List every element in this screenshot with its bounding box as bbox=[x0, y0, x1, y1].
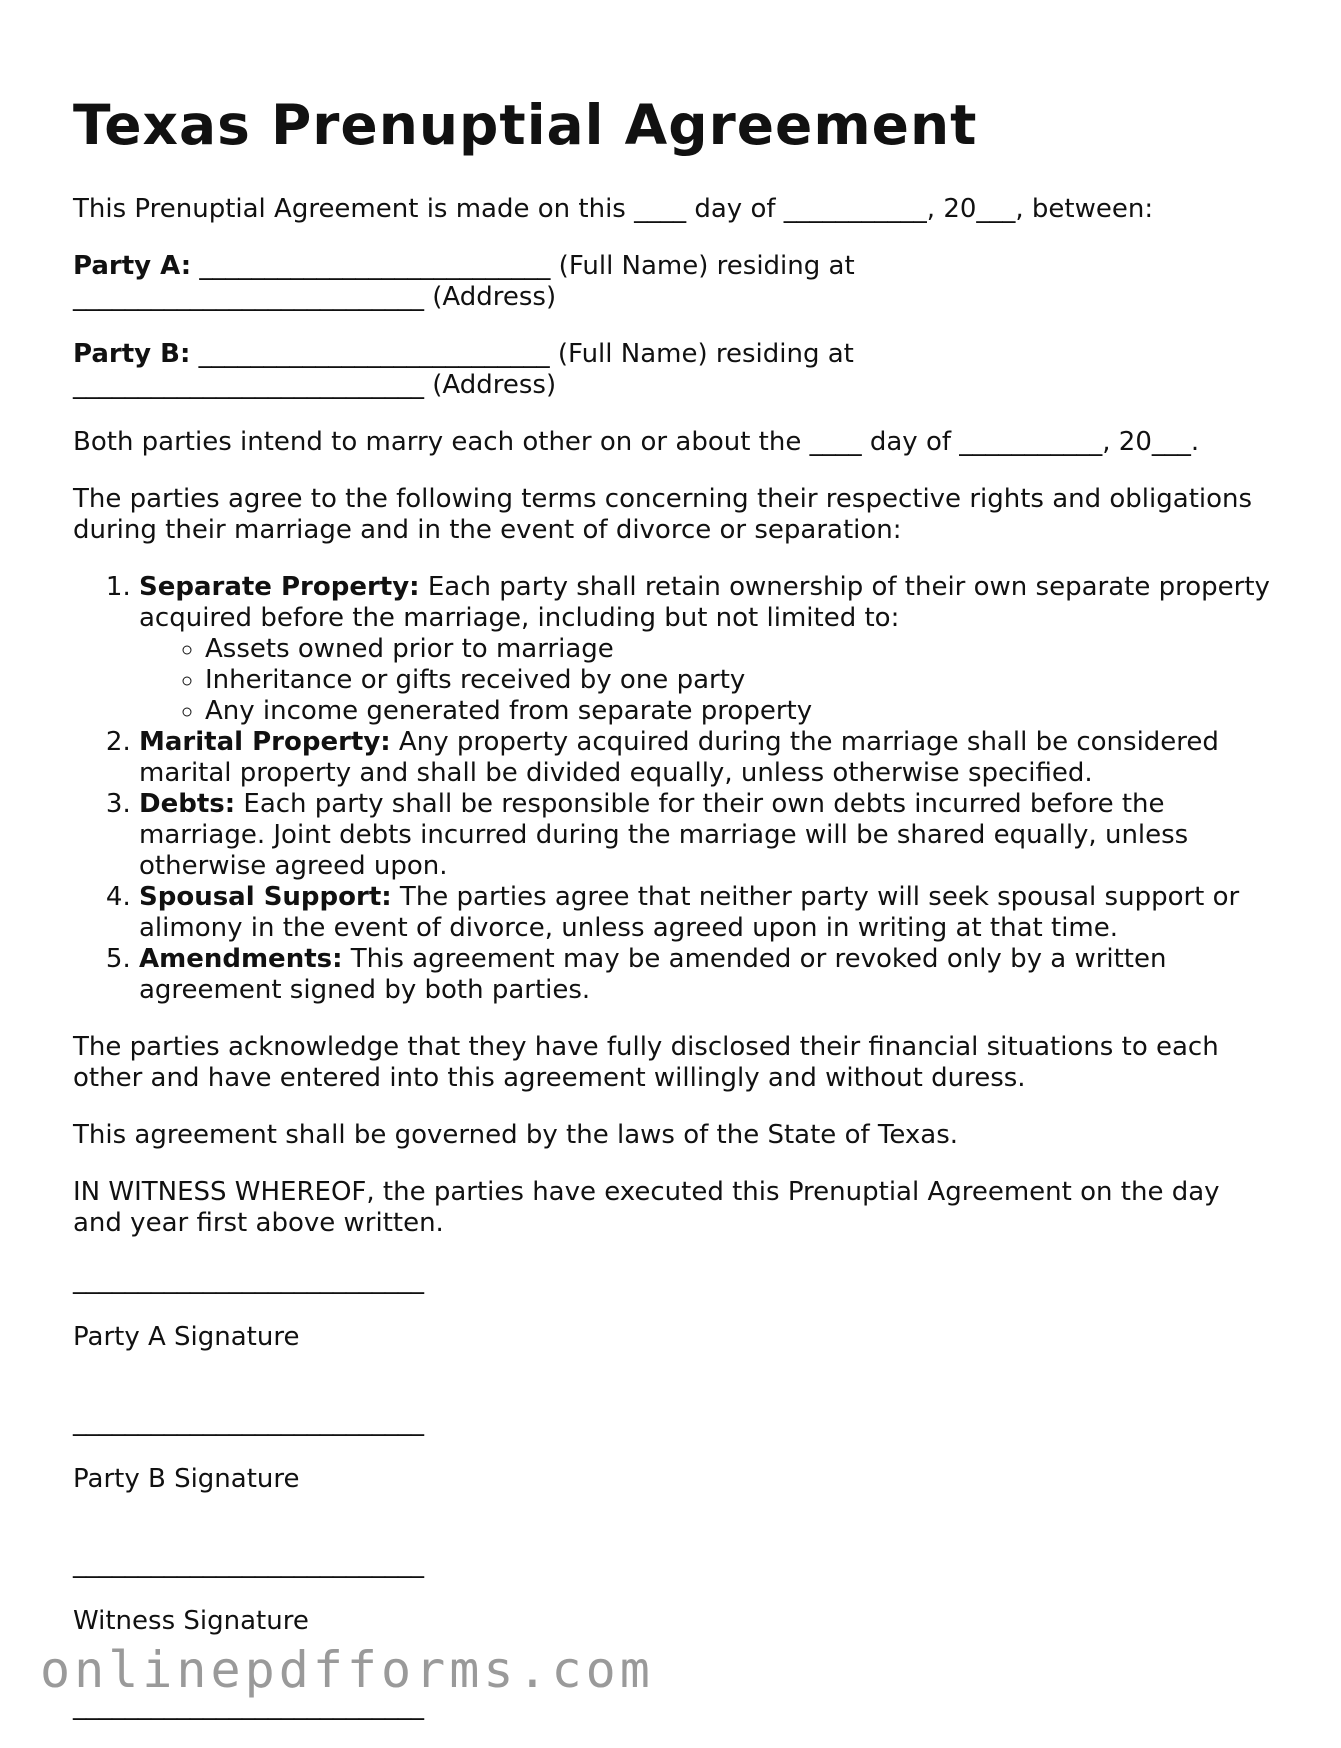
term-text: Each party shall retain ownership of their own separate property acquired before the marriage, including but not limited to: bbox=[139, 572, 1270, 633]
document-page bbox=[73, 92, 1273, 1748]
document-title: Texas Prenuptial Agreement bbox=[73, 93, 978, 157]
party-b-name-line: ___________________________ (Full Name) residing at bbox=[190, 339, 854, 369]
term-text: Any property acquired during the marriage shall be considered marital property and shall be divided equally, unless otherwise specified. bbox=[139, 727, 1219, 788]
terms-list bbox=[73, 572, 1273, 1006]
marriage-intent-paragraph: Both parties intend to marry each other on or about the ____ day of ___________, 20___. bbox=[73, 427, 1200, 457]
party-a-label: Party A: bbox=[73, 251, 192, 281]
party-a-block bbox=[73, 251, 1273, 313]
term-heading: Separate Property: bbox=[139, 572, 420, 602]
party-b-block bbox=[73, 339, 1273, 401]
sublist-item: ◦ Assets owned prior to marriage bbox=[205, 634, 1273, 665]
witness-signature-label: Witness Signature bbox=[73, 1606, 309, 1636]
terms-intro-paragraph: The parties agree to the following terms concerning their respective rights and obligations during their marriage and in the event of divorce or separation: bbox=[73, 484, 1253, 545]
extra-signature-line[interactable]: ___________________________ bbox=[73, 1691, 424, 1721]
term-item bbox=[139, 572, 1273, 727]
witness-signature-line[interactable]: ___________________________ bbox=[73, 1549, 424, 1579]
party-b-label: Party B: bbox=[73, 339, 191, 369]
governing-law-paragraph: This agreement shall be governed by the laws of the State of Texas. bbox=[73, 1120, 959, 1150]
term-item bbox=[139, 727, 1273, 789]
witness-clause-paragraph: IN WITNESS WHEREOF, the parties have executed this Prenuptial Agreement on the day and year first above written. bbox=[73, 1177, 1220, 1238]
term-text: Each party shall be responsible for their own debts incurred before the marriage. Joint debts incurred during the marriage will be shared equally, unless otherwise agreed upon. bbox=[139, 789, 1189, 881]
party-b-signature-line[interactable]: ___________________________ bbox=[73, 1407, 424, 1437]
sublist-item: ◦ Inheritance or gifts received by one party bbox=[205, 665, 1273, 696]
term-heading: Spousal Support: bbox=[139, 882, 392, 912]
term-text: The parties agree that neither party will seek spousal support or alimony in the event of divorce, unless agreed upon in writing at that time. bbox=[139, 882, 1240, 943]
party-a-name-line: ___________________________ (Full Name) residing at bbox=[191, 251, 855, 281]
watermark: onlinepdfforms.com bbox=[40, 1641, 654, 1699]
party-b-signature-label: Party B Signature bbox=[73, 1464, 300, 1494]
term-item bbox=[139, 944, 1273, 1006]
term-item bbox=[139, 882, 1273, 944]
sublist-item: ◦ Any income generated from separate property bbox=[205, 696, 1273, 727]
disclosure-paragraph: The parties acknowledge that they have fully disclosed their financial situations to each other and have entered into this agreement willingly and without duress. bbox=[73, 1032, 1219, 1093]
party-a-signature-label: Party A Signature bbox=[73, 1322, 300, 1352]
separate-property-sublist bbox=[139, 634, 1273, 727]
party-a-signature-line[interactable]: ___________________________ bbox=[73, 1265, 424, 1295]
party-b-address-line: ___________________________ (Address) bbox=[73, 370, 557, 400]
term-heading: Marital Property: bbox=[139, 727, 391, 757]
term-heading: Amendments: bbox=[139, 944, 343, 974]
intro-paragraph: This Prenuptial Agreement is made on this ____ day of ___________, 20___, between: bbox=[73, 194, 1154, 224]
term-item bbox=[139, 789, 1273, 882]
term-heading: Debts: bbox=[139, 789, 236, 819]
party-a-address-line: ___________________________ (Address) bbox=[73, 282, 557, 312]
term-text: This agreement may be amended or revoked only by a written agreement signed by both parties. bbox=[139, 944, 1167, 1005]
